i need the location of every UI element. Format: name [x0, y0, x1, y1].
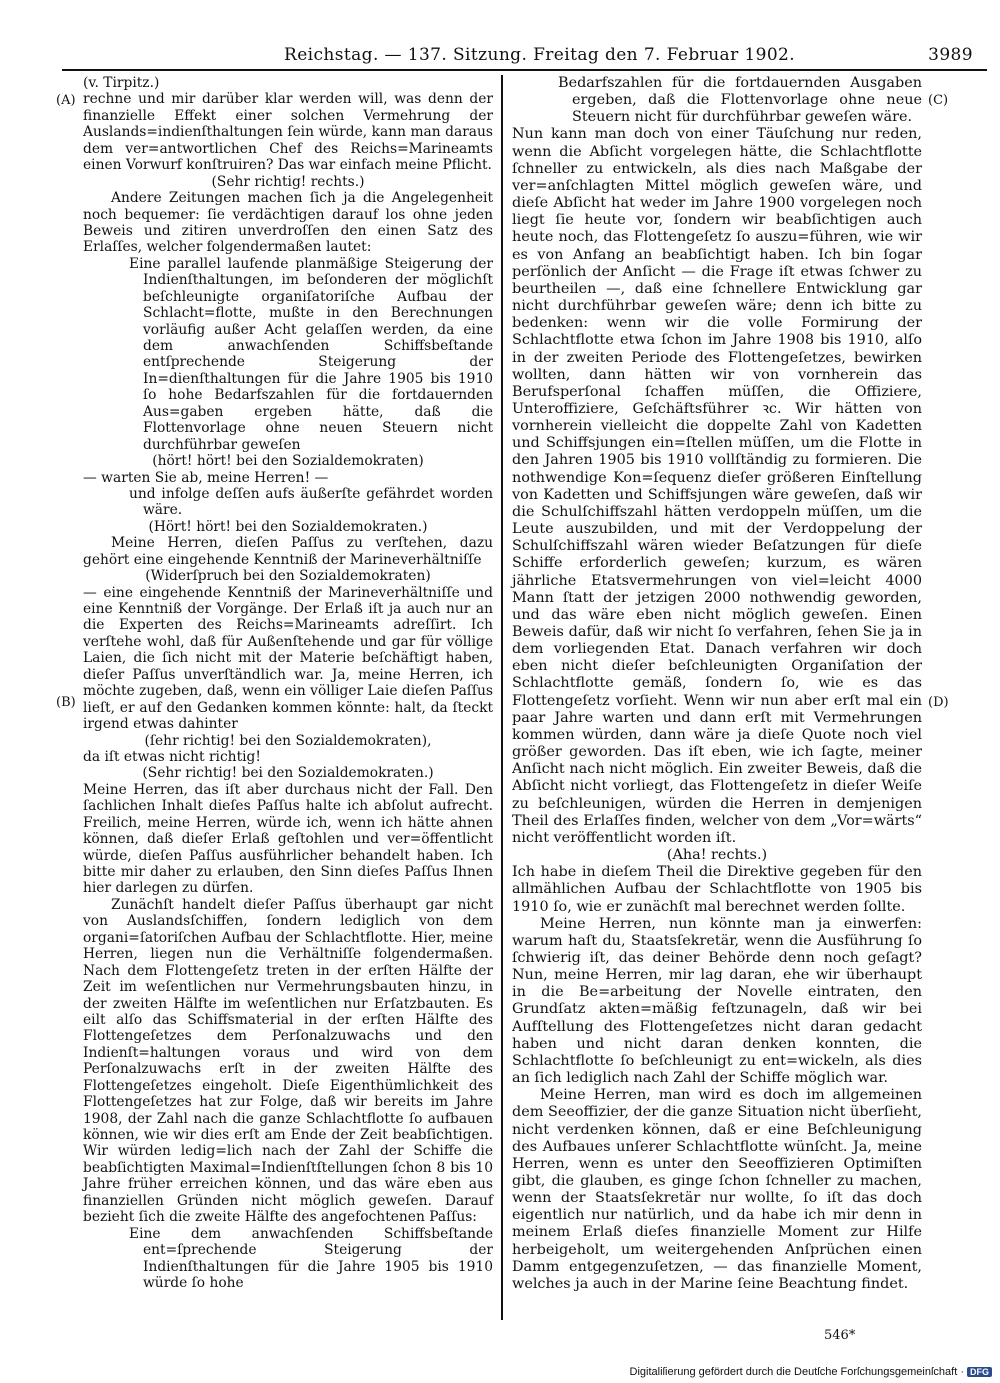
interjection: (Hört! hört! bei den Sozialdemokraten.) — [148, 518, 428, 535]
margin-mark-b: (B) — [56, 695, 76, 710]
left-column — [83, 75, 493, 1291]
quoted-passage: Eine dem anwachſenden Schiffsbeſtande ent=ſprechende Steigerung der Indienſthaltungen für die Jahre 1905 bis 1910 würde ſo hohe — [129, 1225, 493, 1291]
page-header — [62, 41, 987, 67]
margin-mark-d: (D) — [928, 695, 949, 710]
paragraph: Meine Herren, man wird es doch im allgemeinen dem Seeoffizier, der die ganze Situation nicht überſieht, nicht verdenken können, daß er eine Beſchleunigung des Aufbaues unſerer Schlachtflotte wünſcht. Ja, meine Herren, wenn es unter den Seeoffizieren Optimiſten gibt, die glauben, es ginge ſchon ſchneller zu machen, wenn der Staatsſekretär nur wollte, ſo iſt das doch eigentlich nur natürlich, und da habe ich mir denn in meinem Erlaß dieſes finanzielle Moment zur Hilfe herbeigeholt, um weitergehenden Anſprüchen einen Damm entgegenzuſetzen, — das finanzielle Moment, welches ja auch in der Marine ſeine Beachtung findet. — [512, 1087, 922, 1292]
paragraph: Meine Herren, nun könnte man ja einwerfen: warum haſt du, Staatsſekretär, wenn die Ausführung ſo ſchwierig iſt, das deiner Behörde denn noch geſagt? Nun, meine Herren, mir lag daran, ehe wir überhaupt in die Be=arbeitung der Novelle eintraten, den Grundſatz akten=mäßig feſtzunageln, daß wir bei Aufſtellung des Flottengeſetzes nicht daran gedacht haben und nicht daran denken konnten, die Schlachtflotte ſo beſchleunigt zu ent=wickeln, als dies an ſich lediglich nach Zahl der Schiffe möglich war. — [512, 915, 922, 1087]
dfg-logo: DFG — [967, 1367, 992, 1377]
page-number: 3989 — [928, 45, 973, 65]
quoted-passage: Eine parallel laufende planmäßige Steigerung der Indienſthaltungen, im beſonderen der möglichſt beſchleunigte organiſatoriſche Aufbau der Schlacht=flotte, mußte in den Berechnungen vorläufig außer Acht gelaſſen werden, da eine dem anwachſenden Schiffsbeſtande entſprechende Steigerung der In=dienſthaltungen für die Jahre 1905 bis 1910 ſo hohe Bedarfszahlen für die fortdauernden Aus=gaben ergeben hätte, daß die Flottenvorlage ohne neuen Steuern nicht durchführbar geweſen — [129, 255, 493, 453]
header-rule — [62, 69, 987, 71]
interjection: (ſehr richtig! bei den Sozialdemokraten), — [144, 732, 432, 749]
quoted-passage: und infolge deſſen aufs äußerſte gefährdet worden wäre. — [129, 485, 493, 519]
paragraph: Andere Zeitungen machen ſich ja die Angelegenheit noch bequemer: ſie verdächtigen darauf los ohne jeden Beweis und zitiren unverdroſſen den einen Satz des Erlaſſes, welcher folgendermaßen lautet: — [83, 190, 493, 256]
paragraph: (v. Tirpitz.) — [83, 75, 160, 91]
interjection: (Sehr richtig! rechts.) — [211, 173, 365, 190]
paragraph: Meine Herren, das iſt aber durchaus nicht der Fall. Den ſachlichen Inhalt dieſes Paſſus halte ich abſolut aufrecht. Freilich, meine Herren, würde ich, wenn ich hätte ahnen können, daß dieſer Erlaß geſtohlen und ver=öffentlicht würde, dieſen Paſſus ausführlicher behandelt haben. Ich bitte mir daher zu erlauben, den Sinn dieſes Paſſus Ihnen hier darlegen zu dürfen. — [83, 781, 493, 897]
paragraph: Zunächſt handelt dieſer Paſſus überhaupt gar nicht von Auslandsſchiffen, ſondern lediglich von dem organi=ſatoriſchen Aufbau der Schlachtflotte. Hier, meine Herren, liegen nun die Verhältniſſe folgendermaßen. Nach dem Flottengeſetz treten in der erſten Hälfte der Zeit im weſentlichen nur Vermehrungsbauten hinzu, in der zweiten Hälfte im weſentlichen nur Erſatzbauten. Es eilt alſo das Schiffsmaterial in der erſten Hälfte des Flottengeſetzes dem Perſonalzuwachs und den Indienſt=haltungen voraus und wird von dem Perſonalzuwachs erſt in der zweiten Hälfte des Flottengeſetzes eingeholt. Dieſe Eigenthümlichkeit des Flottengeſetzes hat zur Folge, daß wir bereits im Jahre 1908, der Zahl nach die ganze Schlachtflotte ſo aufbauen können, wie wir dies erſt am Ende der Zeit beabſichtigen. Wir würden ledig=lich nach der Zahl der Schiffe die beabſichtigten Maximal=Indienſtſtellungen ſchon 8 bis 10 Jahre früher erreichen können, und das wäre eben aus finanziellen Gründen nicht möglich geweſen. Darauf bezieht ſich die zweite Hälfte des angefochtenen Paſſus: — [83, 896, 493, 1226]
quoted-passage: Bedarfszahlen für die fortdauernden Ausgaben ergeben, daß die Flottenvorlage ohne neue Steuern nicht für durchführbar geweſen wäre. — [558, 75, 922, 126]
interjection: (Aha! rechts.) — [666, 847, 768, 864]
signature-mark: 546* — [824, 1328, 856, 1343]
column-divider — [501, 75, 503, 1320]
funding-note — [630, 1366, 992, 1378]
paragraph: Ich habe in dieſem Theil die Direktive gegeben für den allmählichen Aufbau der Schlachtflotte von 1905 bis 1910 ſo, wie er zunächſt mal berechnet werden ſollte. — [512, 864, 922, 915]
interjection: (hört! hört! bei den Sozialdemokraten) — [152, 453, 424, 470]
paragraph: — eine eingehende Kenntniß der Marineverhältniſſe und eine Kenntniß der Vorgänge. Der Erlaß iſt ja auch nur an die Experten des Reichs=Marineamts adreſſirt. Ich verſtehe wohl, daß für Außenſtehende und gar für völlige Laien, die ſich nicht mit der Materie beſchäftigt haben, dieſer Paſſus unverſtändlich war. Ja, meine Herren, ich möchte zugeben, daß, wenn ein völliger Laie dieſen Paſſus lieſt, er auf den Gedanken kommen könnte: halt, da ſteckt irgend etwas dahinter — [83, 584, 493, 733]
interjection: (Widerſpruch bei den Sozialdemokraten) — [145, 568, 431, 585]
paragraph: rechne und mir darüber klar werden will, was denn der finanzielle Effekt einer solchen Vermehrung der Auslands=indienſthaltungen ſein würde, kann man daraus dem ver=antwortlichen Chef des Reichs=Marineamts einen Vorwurf konſtruiren? Das war einfach meine Pflicht. — [83, 91, 493, 174]
paragraph: Nun kann man doch von einer Täuſchung nur reden, wenn die Abſicht vorgelegen hätte, die Schlachtflotte ſchneller zu entwickeln, als dies nach Maßgabe der ver=anſchlagten Mittel möglich geweſen wäre, und dieſe Abſicht hat weder im Jahre 1900 vorgelegen noch liegt ſie heute vor, ſondern wir beabſichtigen auch heute noch, das Flottengeſetz ſo auszu=führen, wie wir es von Anfang an beabſichtigt haben. Ich bin ſogar perſönlich der Anſicht — die Frage iſt etwas ſchwer zu beurtheilen —, daß eine ſchnellere Entwicklung gar nicht durchführbar geweſen wäre; denn ich bitte zu bedenken: wenn wir die volle Formirung der Schlachtflotte etwa ſchon im Jahre 1908 bis 1910, alſo in der zweiten Periode des Flottengeſetzes, bewirken wollten, dann hätten wir von vornherein das Berufsperſonal ſchaffen müſſen, die Offiziere, Unteroffiziere, Geſchäftsführer ꝛc. Wir hätten von vornherein vielleicht die doppelte Zahl von Kadetten und Schiffsjungen ein=ſtellen müſſen, um die Flotte in den Jahren 1905 bis 1910 vollſtändig zu formieren. Die nothwendige Kon=ſequenz dieſer größeren Einſtellung von Kadetten und Schiffsjungen wäre geweſen, daß wir die Schulſchiffszahl hätten verdoppeln müſſen, um die Leute auszubilden, und mit der Verdoppelung der Schulſchiffszahl wären wieder Beſatzungen für dieſe Schiffe erforderlich geweſen; kurzum, es wären jährliche Etatsvermehrungen von viel=leicht 4000 Mann ſtatt der jetzigen 2000 nothwendig geworden, und das wäre eben nicht möglich geweſen. Einen Beweis dafür, daß wir nicht ſo verfahren, ſehen Sie ja in dem vorliegenden Etat. Danach verfahren wir doch eben nicht dieſer beſchleunigten Organiſation der Schlachtflotte gemäß, ſondern ſo, wie es das Flottengeſetz vorſieht. Wenn wir nun aber erſt mal ein paar Jahre warten und dann erſt mit Vermehrungen kommen würden, dann wäre ja dieſe Quote noch viel größer geworden. Das iſt eben, wie ich ſagte, meiner Anſicht nach nicht möglich. Ein zweiter Beweis, daß die Abſicht nicht vorliegt, das Flottengeſetz in dieſer Weiſe zu beſchleunigen, würden die Herren in demjenigen Theil des Erlaſſes finden, welcher von dem „Vor=wärts“ nicht veröffentlicht worden iſt. — [512, 126, 922, 846]
funding-text: Digitaliſierung gefördert durch die Deutſche Forſchungsgemeinſchaft · — [629, 1366, 964, 1378]
running-title: Reichstag. — 137. Sitzung. Freitag den 7. Februar 1902. — [284, 45, 796, 65]
paragraph: da iſt etwas nicht richtig! — [83, 748, 261, 765]
margin-mark-a: (A) — [56, 93, 76, 108]
margin-mark-c: (C) — [928, 93, 949, 108]
paragraph: Meine Herren, dieſen Paſſus zu verſtehen, dazu gehört eine eingehende Kenntniß der Marineverhältniſſe — [83, 535, 493, 568]
interjection: (Sehr richtig! bei den Sozialdemokraten.) — [142, 765, 434, 782]
paragraph: — warten Sie ab, meine Herren! — — [83, 469, 329, 486]
right-column — [512, 75, 922, 1293]
